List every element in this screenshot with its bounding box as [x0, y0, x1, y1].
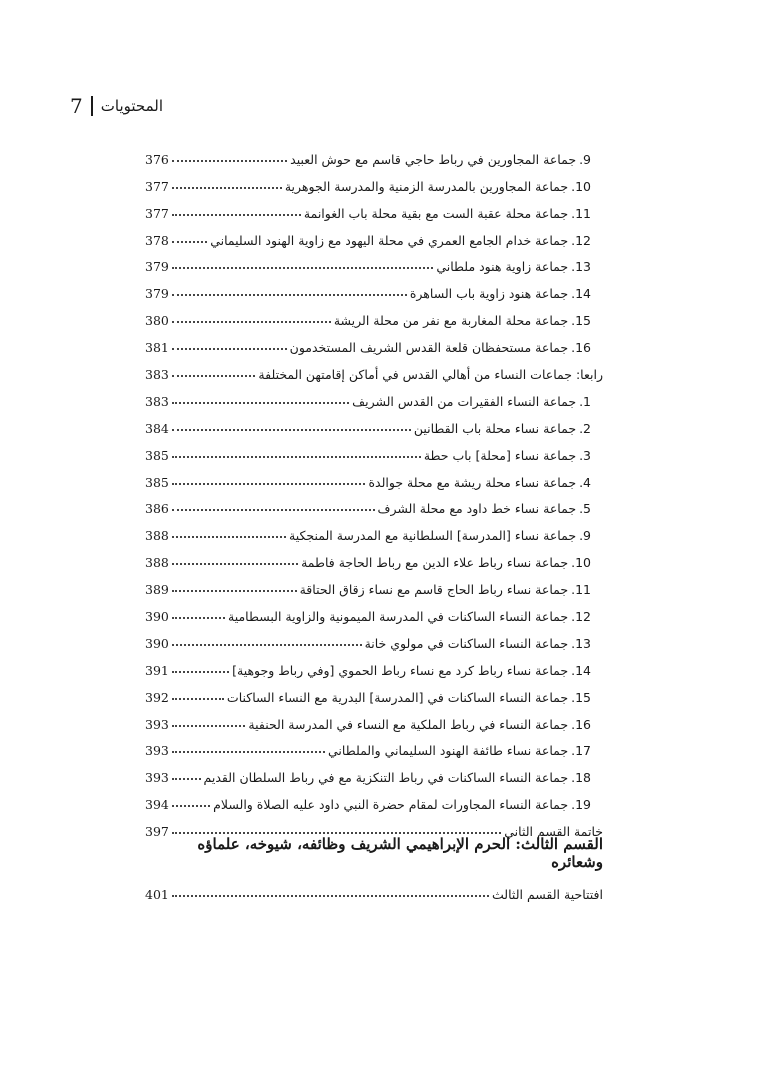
toc-entry-title: جماعة زاوية هنود ملطاني — [436, 259, 569, 275]
dot-leader — [172, 590, 297, 592]
dot-leader — [172, 348, 287, 350]
toc-entry-page: 386 — [145, 501, 169, 517]
toc-entry — [145, 758, 603, 785]
toc-entry-title: جماعة نساء رباط علاء الدين مع رباط الحاجة فاطمة — [301, 555, 569, 571]
toc-entry-number: 14. — [571, 286, 591, 302]
toc-entry-number: 12. — [571, 609, 591, 625]
toc-entry-number: 2. — [579, 420, 591, 436]
dot-leader — [172, 725, 246, 727]
toc-entry — [145, 570, 603, 597]
toc-entry-title: جماعة المجاورين بالمدرسة الزمنية والمدرسة الجوهرية — [284, 178, 569, 194]
toc-entry-title: جماعة مستحفظان قلعة القدس الشريف المستخدمون — [289, 340, 569, 356]
toc-conclusion-page: 397 — [145, 824, 169, 840]
toc-entry — [145, 382, 603, 409]
toc-entry-page: 393 — [145, 716, 169, 732]
toc-opening-page: 401 — [145, 887, 169, 903]
toc-entry-page: 390 — [145, 635, 169, 651]
toc-entry-number: 1. — [579, 393, 591, 409]
toc-entry-page: 379 — [145, 286, 169, 302]
toc-entry-text — [289, 528, 591, 543]
toc-entry-title: جماعة نساء رباط كرد مع نساء رباط الحموي [وفي رباط وجوهية] — [232, 662, 569, 678]
dot-leader — [172, 294, 407, 296]
toc-entry-number: 15. — [571, 689, 591, 705]
toc-entry-title: جماعة النساء الساكنات في رباط التنكزية مع في رباط السلطان القديم — [203, 770, 569, 786]
toc-entry-title: جماعة محلة عقبة الست مع بقية محلة باب الغوانمة — [303, 205, 569, 221]
toc-entry-number: 10. — [571, 178, 591, 194]
dot-leader — [172, 187, 282, 189]
toc-entry — [145, 732, 603, 759]
toc-entry — [145, 248, 603, 275]
toc-entry-text — [204, 770, 591, 785]
dot-leader — [172, 375, 256, 377]
toc-entry-text — [232, 663, 591, 678]
toc-entry-title: جماعة نساء محلة ريشة مع محلة جوالدة — [368, 474, 577, 490]
toc-entry — [145, 463, 603, 490]
toc-entry-page: 381 — [145, 340, 169, 356]
toc-entry-page: 376 — [145, 151, 169, 167]
toc-entry-text — [352, 394, 591, 409]
dot-leader — [172, 160, 287, 162]
toc-entry — [145, 678, 603, 705]
toc-entry-page: 377 — [145, 205, 169, 221]
toc-entry-number: 14. — [571, 662, 591, 678]
toc-entry — [145, 221, 603, 248]
toc-entry-text — [304, 206, 591, 221]
toc-entry-title: جماعة نساء [محلة] باب حطة — [423, 447, 577, 463]
toc-entry-text — [414, 421, 591, 436]
toc-entry-text — [290, 152, 591, 167]
toc-entry-page: 392 — [145, 689, 169, 705]
toc-entry-text — [213, 797, 591, 812]
toc-subsection-page: 383 — [145, 367, 169, 383]
toc-entry — [145, 490, 603, 517]
toc-entry-page: 391 — [145, 662, 169, 678]
dot-leader — [172, 617, 225, 619]
toc-entry — [145, 436, 603, 463]
dot-leader — [172, 429, 411, 431]
toc-entry-number: 11. — [571, 582, 591, 598]
toc-entry-text — [210, 233, 591, 248]
dot-leader — [172, 751, 325, 753]
toc-entry-text — [227, 690, 591, 705]
header-divider — [91, 96, 93, 116]
toc-entry-page: 383 — [145, 393, 169, 409]
dot-leader — [172, 832, 501, 834]
toc-entry — [145, 651, 603, 678]
section-heading: القسم الثالث: الحرم الإبراهيمي الشريف وظائفه، شيوخه، علماؤه وشعائره — [197, 835, 603, 872]
toc-entry-title: جماعة النساء الساكنات في مولوي خانة — [364, 635, 569, 651]
toc-entry — [145, 624, 603, 651]
dot-leader — [172, 456, 421, 458]
toc-entry-text — [300, 582, 591, 597]
toc-entry — [145, 516, 603, 543]
toc-entry-number: 9. — [579, 528, 591, 544]
toc-entry-page: 388 — [145, 528, 169, 544]
toc-entry-title: جماعة النساء الفقيرات من القدس الشريف — [352, 393, 577, 409]
toc-entry-title: جماعة خدام الجامع العمري في محلة اليهود مع زاوية الهنود السليماني — [210, 232, 569, 248]
toc-entry-text — [328, 743, 591, 758]
toc-entry-text — [228, 609, 591, 624]
toc-entry-page: 393 — [145, 770, 169, 786]
toc-entry-number: 15. — [571, 313, 591, 329]
toc-entry-title: جماعة محلة المغاربة مع نفر من محلة الريشة — [333, 313, 569, 329]
toc-entry-title: جماعة المجاورين في رباط حاجي قاسم مع حوش العبيد — [290, 151, 577, 167]
toc-entry-number: 4. — [579, 474, 591, 490]
toc-entry — [145, 194, 603, 221]
running-header — [70, 94, 163, 118]
toc-entry — [145, 301, 603, 328]
header-title: المحتويات — [100, 97, 163, 115]
toc-entry — [145, 140, 603, 167]
toc-entry-number: 19. — [571, 797, 591, 813]
toc-entry-page: 385 — [145, 447, 169, 463]
toc-entry-number: 13. — [571, 259, 591, 275]
toc-entry-number: 16. — [571, 340, 591, 356]
toc-entry-page: 377 — [145, 178, 169, 194]
toc-entry-title: جماعة نساء محلة باب القطانين — [413, 420, 577, 436]
page-number: 7 — [70, 94, 83, 118]
toc-entry-title: جماعة نساء رباط الحاج قاسم مع نساء زقاق الحتاقة — [299, 582, 569, 598]
dot-leader — [172, 563, 298, 565]
toc-entry-title: جماعة النساء في رباط الملكية مع النساء في المدرسة الحنفية — [248, 716, 569, 732]
toc-entry-text — [368, 475, 591, 490]
dot-leader — [172, 895, 489, 897]
toc-entry-number: 13. — [571, 635, 591, 651]
toc-subsection — [145, 355, 603, 382]
dot-leader — [172, 483, 366, 485]
toc-entry-number: 10. — [571, 555, 591, 571]
dot-leader — [172, 644, 362, 646]
toc-entry-number: 11. — [571, 205, 591, 221]
toc-entry-number: 12. — [571, 232, 591, 248]
toc-entry-page: 389 — [145, 582, 169, 598]
dot-leader — [172, 267, 433, 269]
toc-entry-page: 380 — [145, 313, 169, 329]
dot-leader — [172, 321, 331, 323]
toc-entry-title: جماعة نساء طائفة الهنود السليماني والملطاني — [327, 743, 569, 759]
dot-leader — [172, 536, 286, 538]
toc-entry-number: 5. — [579, 501, 591, 517]
toc-group-b — [145, 382, 603, 812]
toc-entry-number: 3. — [579, 447, 591, 463]
toc-opening — [145, 875, 603, 902]
toc-entry-page: 394 — [145, 797, 169, 813]
dot-leader — [172, 805, 210, 807]
toc-entry-text — [248, 717, 591, 732]
toc-entry-title: جماعة نساء خط داود مع محلة الشرف — [377, 501, 577, 517]
toc-entry-page: 379 — [145, 259, 169, 275]
toc-entry-title: جماعة النساء المجاورات لمقام حضرة النبي داود عليه الصلاة والسلام — [213, 797, 569, 813]
toc-opening-title: افتتاحية القسم الثالث — [492, 887, 603, 903]
toc-entry-text — [290, 340, 591, 355]
toc-entry-page: 388 — [145, 555, 169, 571]
toc-entry-page: 393 — [145, 743, 169, 759]
dot-leader — [172, 509, 375, 511]
toc-entry — [145, 167, 603, 194]
toc-entry — [145, 409, 603, 436]
toc-entry — [145, 597, 603, 624]
toc-subsection-title: رابعا: جماعات النساء من أهالي القدس في أماكن إقامتهن المختلفة — [258, 367, 603, 383]
table-of-contents — [145, 140, 603, 902]
toc-entry-page: 384 — [145, 420, 169, 436]
toc-entry-page: 390 — [145, 609, 169, 625]
toc-entry-title: جماعة النساء الساكنات في المدرسة الميمونية والزاوية البسطامية — [228, 609, 569, 625]
toc-entry — [145, 543, 603, 570]
toc-entry-text — [410, 286, 591, 301]
dot-leader — [172, 241, 207, 243]
dot-leader — [172, 214, 301, 216]
dot-leader — [172, 402, 349, 404]
toc-entry-title: جماعة النساء الساكنات في [المدرسة] البدرية مع النساء الساكنات — [226, 689, 569, 705]
toc-entry-text — [334, 313, 591, 328]
toc-entry — [145, 705, 603, 732]
toc-entry — [145, 785, 603, 812]
toc-entry — [145, 328, 603, 355]
toc-group-a — [145, 140, 603, 355]
toc-entry-text — [424, 448, 591, 463]
toc-entry-text — [285, 179, 591, 194]
toc-entry-number: 18. — [571, 770, 591, 786]
toc-entry-title: جماعة هنود زاوية باب الساهرة — [409, 286, 569, 302]
toc-entry-page: 378 — [145, 232, 169, 248]
toc-entry-text — [365, 636, 591, 651]
toc-entry-number: 17. — [571, 743, 591, 759]
toc-entry — [145, 274, 603, 301]
toc-entry-text — [301, 555, 591, 570]
dot-leader — [172, 698, 224, 700]
dot-leader — [172, 778, 201, 780]
toc-entry-page: 385 — [145, 474, 169, 490]
toc-entry-number: 9. — [579, 151, 591, 167]
toc-entry-number: 16. — [571, 716, 591, 732]
toc-entry-text — [436, 259, 591, 274]
toc-entry-title: جماعة نساء [المدرسة] السلطانية مع المدرسة المنجكية — [289, 528, 577, 544]
toc-conclusion-title: خاتمة القسم الثاني — [504, 824, 603, 840]
toc-entry-text — [378, 501, 592, 516]
dot-leader — [172, 671, 229, 673]
